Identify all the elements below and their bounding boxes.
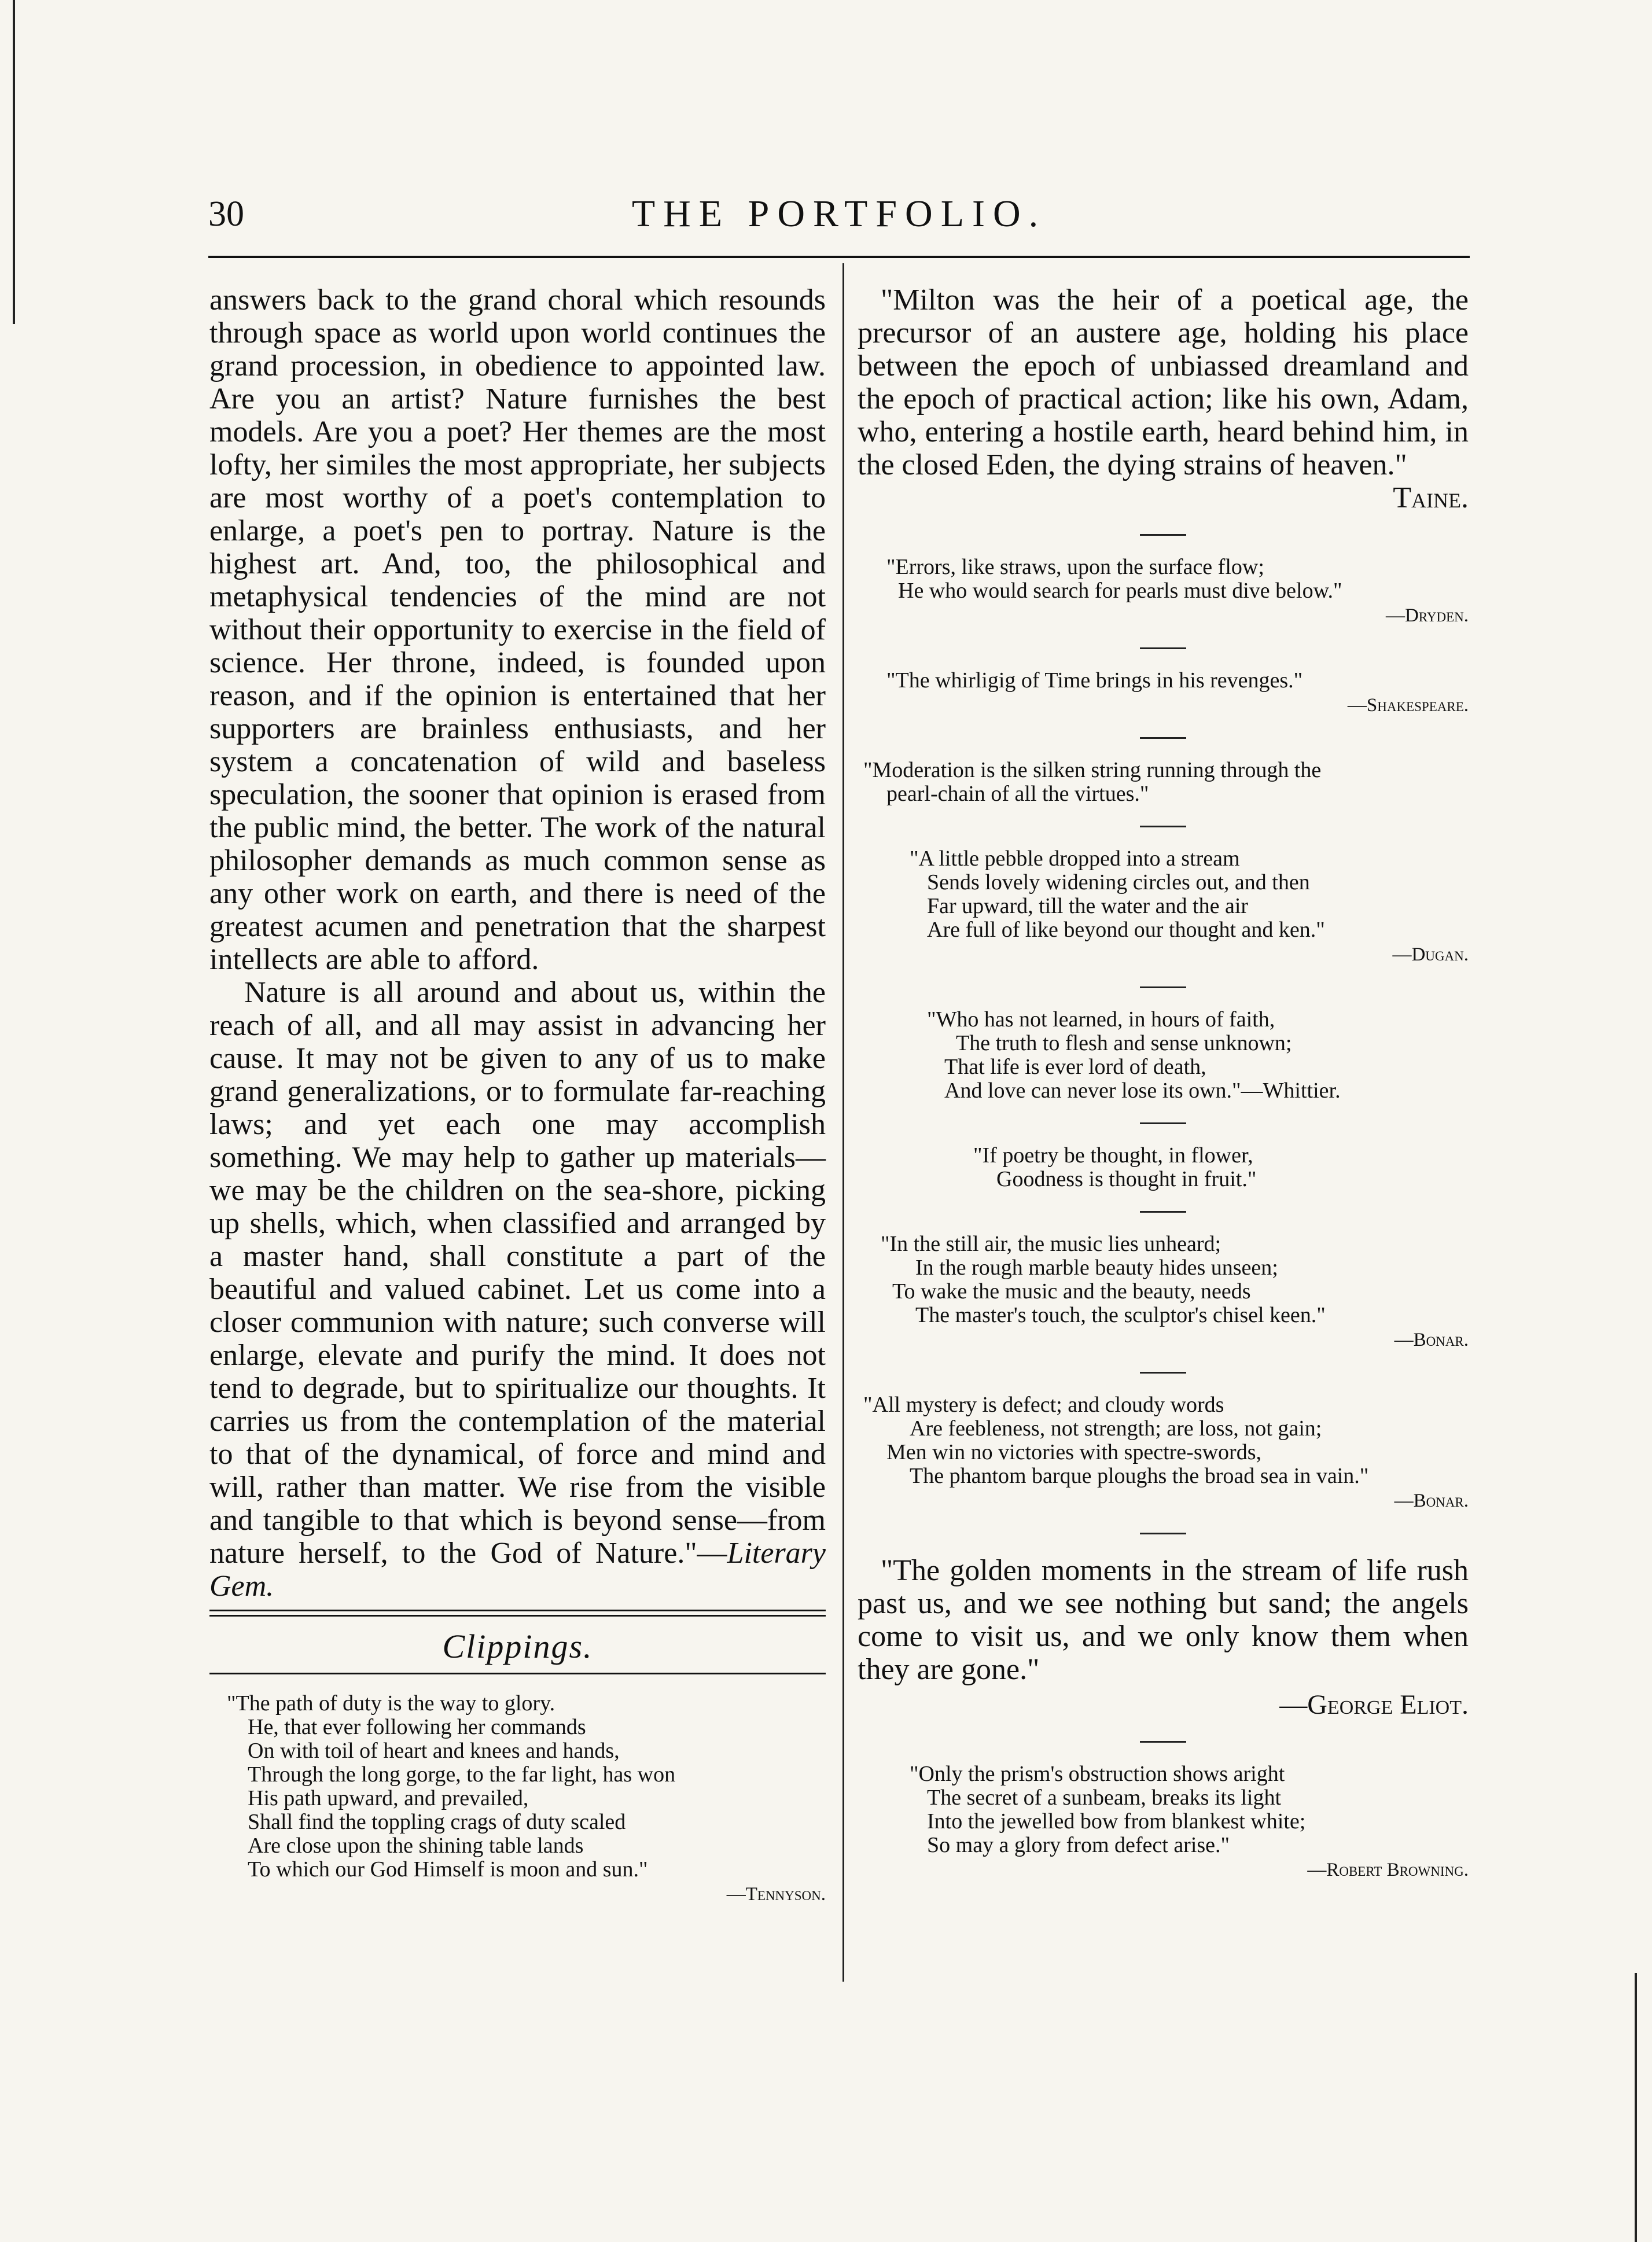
quote-separator bbox=[1140, 647, 1186, 649]
milton-quote bbox=[858, 284, 1469, 514]
article-paragraph-1: answers back to the grand choral which resounds through space as world upon world continues the grand procession, in obedience to appointed law. Are you an artist? Nature furnishes the best models. Are you a poet? Her themes are the most lofty, her similes the most appropriate, her subjects are most worthy of a poet's contemplation to enlarge, a poet's pen to portray. Nature is the highest art. And, too, the philosophical and metaphysical tendencies of the mind are not without their opportunity to exercise in the field of science. Her throne, indeed, is founded upon reason, and if the opinion is entertained that her supporters are brainless enthusiasts, and her system a concatenation of wild and baseless speculation, the sooner that opinion is erased from the public mind, the better. The work of the natural philosopher demands as much common sense as any other work on earth, and there is need of the greatest acumen and penetration that the sharpest intellects are able to afford. bbox=[209, 284, 826, 976]
quote-line: The phantom barque ploughs the broad sea in vain." bbox=[910, 1464, 1369, 1488]
quote-line: Sends lovely widening circles out, and then bbox=[927, 870, 1310, 894]
quote-line: To wake the music and the beauty, needs bbox=[892, 1279, 1251, 1304]
right-column bbox=[858, 284, 1469, 1882]
quote-line: "Moderation is the silken string running through the bbox=[863, 758, 1322, 782]
quote-separator bbox=[1140, 826, 1186, 827]
quote-line: pearl-chain of all the virtues." bbox=[886, 782, 1149, 806]
browning-quote bbox=[858, 1762, 1469, 1882]
quote-line: Goodness is thought in fruit." bbox=[996, 1167, 1257, 1191]
quote-line: "Who has not learned, in hours of faith, bbox=[927, 1007, 1275, 1032]
quote-separator bbox=[1140, 1533, 1186, 1534]
quote-line: That life is ever lord of death, bbox=[944, 1055, 1206, 1079]
quote-line: "A little pebble dropped into a stream bbox=[910, 846, 1240, 871]
quote-line: Through the long gorge, to the far light, has won bbox=[248, 1762, 676, 1787]
milton-text: "Milton was the heir of a poetical age, the precursor of an austere age, holding his place between the epoch of unbiassed dreamland and the epoch of practical action; like his own, Adam, who, entering a hostile earth, heard behind him, in the closed Eden, the dying strains of heaven." bbox=[858, 284, 1469, 481]
quote-attribution: —Bonar. bbox=[1394, 1490, 1469, 1511]
quote-line: Men win no victories with spectre-swords, bbox=[886, 1440, 1261, 1464]
quote-attribution: —Shakespeare. bbox=[1347, 695, 1469, 716]
bonar-quote-1 bbox=[858, 1232, 1469, 1352]
quote-separator bbox=[1140, 1741, 1186, 1743]
quote-line: Shall find the toppling crags of duty scaled bbox=[248, 1810, 626, 1834]
header-rule bbox=[208, 256, 1470, 258]
quote-line: "Errors, like straws, upon the surface flow; bbox=[886, 555, 1264, 579]
quote-line: Far upward, till the water and the air bbox=[927, 894, 1249, 918]
quote-separator bbox=[1140, 737, 1186, 739]
quote-line: "Only the prism's obstruction shows aright bbox=[910, 1762, 1285, 1786]
poetry-quote bbox=[858, 1144, 1469, 1191]
quote-line: And love can never lose its own."—Whittier. bbox=[944, 1078, 1341, 1103]
quote-line: Are full of like beyond our thought and ken." bbox=[927, 918, 1325, 942]
quote-line: Are feebleness, not strength; are loss, not gain; bbox=[910, 1416, 1322, 1441]
eliot-text: "The golden moments in the stream of life rush past us, and we see nothing but sand; the angels come to visit us, and we only know them when they are gone." bbox=[858, 1554, 1469, 1686]
tennyson-quote bbox=[209, 1692, 826, 1906]
quote-separator bbox=[1140, 1211, 1186, 1213]
quote-line: He who would search for pearls must dive below." bbox=[898, 579, 1342, 603]
moderation-quote bbox=[858, 759, 1469, 806]
left-column bbox=[209, 284, 826, 1906]
scan-edge-mark bbox=[1635, 1973, 1637, 2242]
quote-separator bbox=[1140, 534, 1186, 536]
whittier-quote bbox=[858, 1008, 1469, 1103]
article-paragraph-2-text: Nature is all around and about us, within the reach of all, and all may assist in advancing her cause. It may not be given to any of us to make grand generalizations, or to formulate far-reaching laws; and yet each one may accomplish something. We may help to gather up materials—we may be the children on the sea-shore, picking up shells, which, when classified and arranged by a master hand, shall constitute a part of the beautiful and valued cabinet. Let us come into a closer communion with nature; such converse will enlarge, elevate and purify the mind. It does not tend to degrade, but to spiritualize our thoughts. It carries us from the contemplation of the material to that of the dynamical, of force and mind and will, rather than matter. We rise from the visible and tangible to that which is beyond sense—from nature herself, to the God of Nature."— bbox=[209, 976, 826, 1570]
quote-line: The secret of a sunbeam, breaks its light bbox=[927, 1785, 1282, 1810]
quote-line: Are close upon the shining table lands bbox=[248, 1834, 584, 1858]
quote-line: The truth to flesh and sense unknown; bbox=[956, 1031, 1292, 1055]
column-divider bbox=[842, 263, 844, 1982]
quote-line: On with toil of heart and knees and hands, bbox=[248, 1739, 620, 1763]
quote-separator bbox=[1140, 1122, 1186, 1124]
quote-line: "The whirligig of Time brings in his revenges." bbox=[886, 668, 1303, 693]
quote-separator bbox=[1140, 1372, 1186, 1374]
quote-line: In the rough marble beauty hides unseen; bbox=[915, 1256, 1278, 1280]
quote-line: Into the jewelled bow from blankest white; bbox=[927, 1809, 1306, 1834]
quote-separator bbox=[1140, 986, 1186, 988]
bonar-quote-2 bbox=[858, 1393, 1469, 1513]
page-number: 30 bbox=[208, 194, 244, 234]
quote-attribution: —Tennyson. bbox=[726, 1884, 826, 1905]
quote-line: "All mystery is defect; and cloudy words bbox=[863, 1393, 1224, 1417]
quote-line: So may a glory from defect arise." bbox=[927, 1833, 1230, 1857]
article-source: Literary Gem. bbox=[209, 1537, 826, 1603]
quote-line: To which our God Himself is moon and sun." bbox=[248, 1857, 648, 1882]
quote-line: "If poetry be thought, in flower, bbox=[973, 1143, 1253, 1168]
shakespeare-quote bbox=[858, 669, 1469, 717]
scan-edge-mark bbox=[13, 0, 15, 324]
dugan-quote bbox=[858, 847, 1469, 967]
quote-line: His path upward, and prevailed, bbox=[248, 1786, 529, 1810]
quote-attribution: —George Eliot. bbox=[1279, 1689, 1469, 1720]
eliot-quote bbox=[858, 1554, 1469, 1721]
quote-line: The master's touch, the sculptor's chisel keen." bbox=[915, 1303, 1326, 1327]
quote-line: He, that ever following her commands bbox=[248, 1715, 586, 1739]
page-header bbox=[208, 191, 1470, 249]
section-double-rule bbox=[209, 1610, 826, 1617]
quote-attribution: —Dryden. bbox=[1385, 605, 1469, 626]
quote-attribution: —Bonar. bbox=[1394, 1330, 1469, 1350]
quote-attribution: —Dugan. bbox=[1392, 944, 1469, 965]
quote-attribution: —Robert Browning. bbox=[1307, 1860, 1469, 1880]
running-title: THE PORTFOLIO. bbox=[631, 193, 1047, 235]
milton-attribution: Taine. bbox=[1393, 481, 1469, 514]
quote-line: "The path of duty is the way to glory. bbox=[227, 1691, 555, 1715]
section-heading: Clippings. bbox=[442, 1628, 593, 1665]
quote-line: "In the still air, the music lies unheard; bbox=[881, 1232, 1221, 1256]
section-rule bbox=[209, 1673, 826, 1674]
article-paragraph-2 bbox=[209, 976, 826, 1603]
dryden-quote bbox=[858, 555, 1469, 628]
